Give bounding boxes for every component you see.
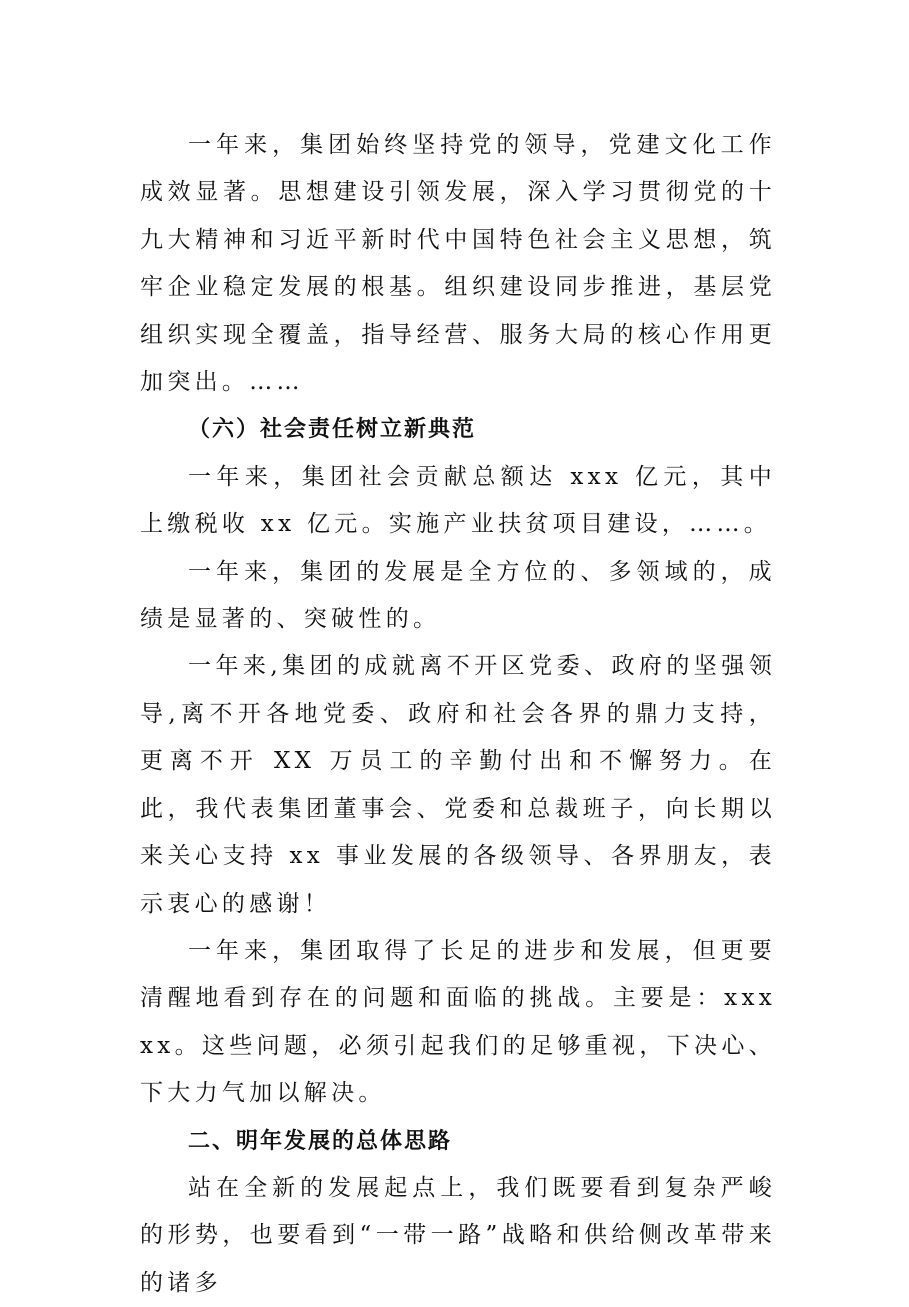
- paragraph-new-starting-point: 站在全新的发展起点上，我们既要看到复杂严峻的形势，也要看到“一带一路”战略和供给侧改革带来的诸多: [140, 1174, 776, 1296]
- section-heading-social-responsibility: （六）社会责任树立新典范: [188, 417, 477, 443]
- paragraph-party-building: 一年来，集团始终坚持党的领导，党建文化工作成效显著。思想建设引领发展，深入学习贯彻党的十九大精神和习近平新时代中国特色社会主义思想，筑牢企业稳定发展的根基。组织建设同步推进，基层党组织实现全覆盖，指导经营、服务大局的核心作用更加突出。……: [140, 132, 776, 396]
- paragraph-overall-achievement: 一年来，集团的发展是全方位的、多领域的，成绩是显著的、突破性的。: [140, 558, 776, 633]
- section-heading-next-year-plan: 二、明年发展的总体思路: [188, 1128, 453, 1154]
- paragraph-acknowledgements: 一年来,集团的成就离不开区党委、政府的坚强领导,离不开各地党委、政府和社会各界的鼎力支持，更离不开 XX 万员工的辛勤付出和不懈努力。在此，我代表集团董事会、党委和总裁班子，向长期以来关心支持 xx 事业发展的各级领导、各界朋友，表示衷心的感谢！: [140, 653, 776, 917]
- paragraph-problems-challenges: 一年来，集团取得了长足的进步和发展，但更要清醒地看到存在的问题和面临的挑战。主要是：xxxxx。这些问题，必须引起我们的足够重视，下决心、下大力气加以解决。: [140, 937, 776, 1107]
- paragraph-social-contribution: 一年来，集团社会贡献总额达 xxx 亿元，其中上缴税收 xx 亿元。实施产业扶贫项目建设，……。: [140, 463, 776, 538]
- document-body: [140, 122, 776, 1307]
